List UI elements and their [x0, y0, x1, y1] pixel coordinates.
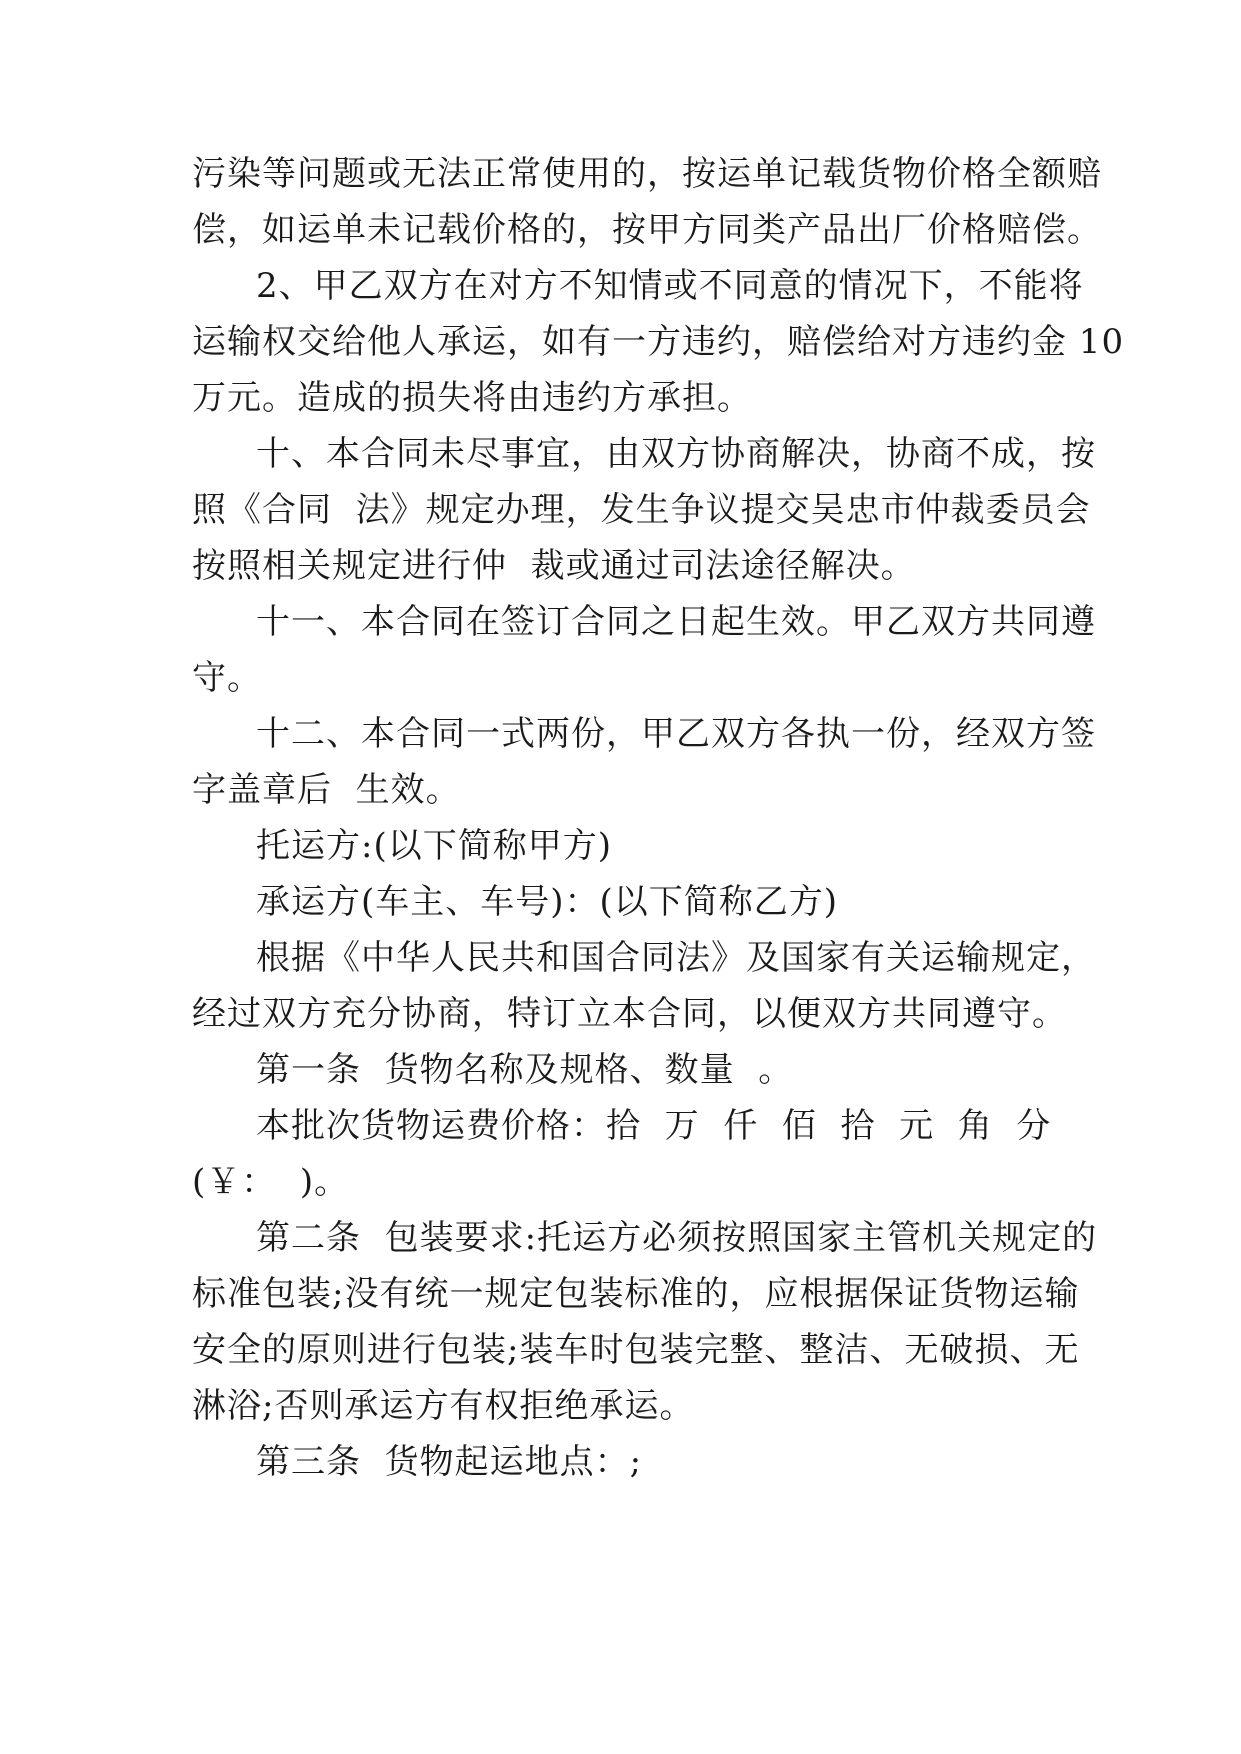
text-line: 第二条 包装要求:托运方必须按照国家主管机关规定的	[256, 1218, 1098, 1258]
text-line: 第一条 货物名称及规格、数量 。	[256, 1050, 794, 1090]
text-line: 偿，如运单未记载价格的，按甲方同类产品出厂价格赔偿。	[192, 210, 1102, 250]
text-line: 标准包装;没有统一规定包装标准的，应根据保证货物运输	[192, 1274, 1080, 1314]
text-line: 守。	[192, 658, 262, 698]
text-line: 安全的原则进行包装;装车时包装完整、整洁、无破损、无	[192, 1330, 1080, 1370]
text-line: 按照相关规定进行仲 裁或通过司法途径解决。	[192, 546, 916, 586]
text-line: 承运方(车主、车号)：(以下简称乙方)	[256, 882, 839, 922]
text-line: 托运方:(以下简称甲方)	[256, 826, 612, 866]
text-line: 经过双方充分协商，特订立本合同，以便双方共同遵守。	[192, 994, 1067, 1034]
text-line: 污染等问题或无法正常使用的，按运单记载货物价格全额赔	[192, 154, 1102, 194]
text-line: (￥： )。	[192, 1162, 350, 1202]
text-line: 字盖章后 生效。	[192, 770, 461, 810]
text-line: 淋浴;否则承运方有权拒绝承运。	[192, 1386, 695, 1426]
text-line: 运输权交给他人承运，如有一方违约，赔偿给对方违约金 10	[192, 322, 1125, 362]
text-line: 十、本合同未尽事宜，由双方协商解决，协商不成，按	[256, 434, 1096, 474]
text-line: 本批次货物运费价格：拾 万 仟 佰 拾 元 角 分	[256, 1106, 1052, 1146]
text-line: 根据《中华人民共和国合同法》及国家有关运输规定，	[256, 938, 1096, 978]
text-line: 十一、本合同在签订合同之日起生效。甲乙双方共同遵	[256, 602, 1096, 642]
text-line: 十二、本合同一式两份，甲乙双方各执一份，经双方签	[256, 714, 1096, 754]
text-line: 照《合同 法》规定办理，发生争议提交吴忠市仲裁委员会	[192, 490, 1091, 530]
text-line: 万元。造成的损失将由违约方承担。	[192, 378, 752, 418]
text-line: 第三条 货物起运地点：;	[256, 1442, 643, 1482]
text-line: 2、甲乙双方在对方不知情或不同意的情况下，不能将	[256, 266, 1084, 306]
